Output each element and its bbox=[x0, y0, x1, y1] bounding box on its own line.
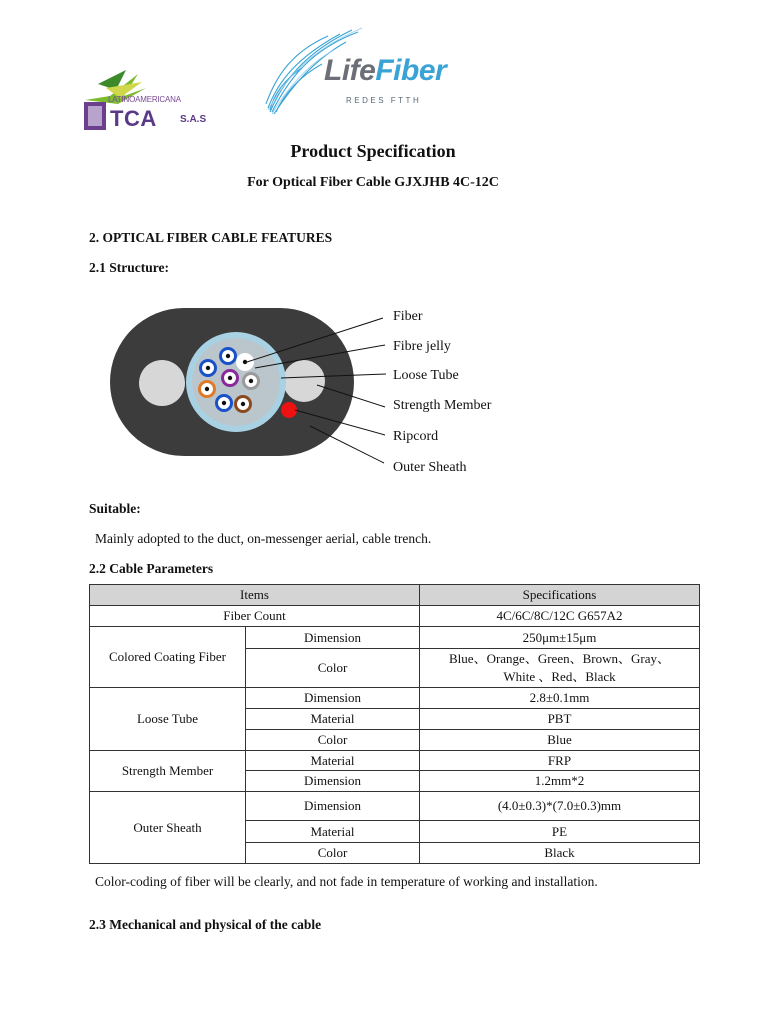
coating-color-line-1: Blue、Orange、Green、Brown、Gray、 bbox=[449, 651, 670, 666]
color-coding-note: Color-coding of fiber will be clearly, and not fade in temperature of working and installation. bbox=[95, 874, 598, 889]
strength-member-left bbox=[139, 360, 185, 406]
table-row bbox=[90, 792, 700, 821]
diagram-label-outer-sheath: Outer Sheath bbox=[393, 460, 467, 475]
table-cell-value: Black bbox=[420, 843, 700, 864]
table-header-items: Items bbox=[90, 585, 420, 606]
tca-logo bbox=[80, 68, 240, 134]
diagram-label-strength-member: Strength Member bbox=[393, 398, 492, 413]
table-header-specifications: Specifications bbox=[420, 585, 700, 606]
coating-color-line-2: White 、Red、Black bbox=[503, 669, 616, 684]
table-group-strength-member: Strength Member bbox=[90, 751, 246, 792]
diagram-label-ripcord: Ripcord bbox=[393, 429, 439, 444]
lifefiber-logo-tagline: REDES FTTH bbox=[346, 96, 422, 105]
table-cell-value: FRP bbox=[420, 751, 700, 771]
table-cell-label: Material bbox=[246, 821, 420, 843]
tca-logo-tagline: LATINOAMERICANA bbox=[108, 95, 181, 104]
table-cell-value: PBT bbox=[420, 709, 700, 730]
table-cell-label: Material bbox=[246, 751, 420, 771]
table-cell-label: Dimension bbox=[246, 627, 420, 649]
table-cell-label: Dimension bbox=[246, 792, 420, 821]
document-subtitle: For Optical Fiber Cable GJXJHB 4C-12C bbox=[247, 175, 499, 190]
ripcord-shape bbox=[281, 402, 297, 418]
table-cell-label: Fiber Count bbox=[90, 606, 420, 627]
structure-heading: 2.1 Structure: bbox=[89, 260, 169, 275]
table-cell-value: 2.8±0.1mm bbox=[420, 688, 700, 709]
suitable-text: Mainly adopted to the duct, on-messenger aerial, cable trench. bbox=[95, 531, 432, 546]
tca-logo-suffix: S.A.S bbox=[180, 114, 207, 125]
table-group-outer-sheath: Outer Sheath bbox=[90, 792, 246, 864]
cable-diagram-svg bbox=[105, 300, 525, 480]
table-cell-value: 1.2mm*2 bbox=[420, 771, 700, 792]
table-cell-value: PE bbox=[420, 821, 700, 843]
table-group-loose-tube: Loose Tube bbox=[90, 688, 246, 751]
table-row bbox=[90, 688, 700, 709]
lifefiber-logo-text bbox=[324, 54, 446, 88]
table-cell-value: 250μm±15μm bbox=[420, 627, 700, 649]
cable-parameters-heading: 2.2 Cable Parameters bbox=[89, 561, 214, 576]
table-row bbox=[90, 627, 700, 649]
lifefiber-logo-word-life: Life bbox=[324, 54, 376, 87]
table-cell-label: Color bbox=[246, 649, 420, 688]
table-cell-value: (4.0±0.3)*(7.0±0.3)mm bbox=[420, 792, 700, 821]
table-cell-value: Blue bbox=[420, 730, 700, 751]
table-cell-value bbox=[420, 649, 700, 688]
cable-cross-section-diagram bbox=[105, 300, 525, 480]
table-cell-label: Dimension bbox=[246, 771, 420, 792]
mechanical-heading: 2.3 Mechanical and physical of the cable bbox=[89, 917, 322, 932]
lifefiber-logo bbox=[262, 24, 462, 120]
cable-parameters-table bbox=[89, 584, 700, 864]
strength-member-right bbox=[283, 360, 325, 402]
table-cell-label: Dimension bbox=[246, 688, 420, 709]
document-title: Product Specification bbox=[290, 141, 456, 161]
diagram-label-loose-tube: Loose Tube bbox=[393, 368, 459, 383]
table-header-row bbox=[90, 585, 700, 606]
table-cell-label: Color bbox=[246, 843, 420, 864]
diagram-label-fibre-jelly: Fibre jelly bbox=[393, 339, 451, 354]
table-group-colored-coating-fiber: Colored Coating Fiber bbox=[90, 627, 246, 688]
table-row bbox=[90, 751, 700, 771]
suitable-heading: Suitable: bbox=[89, 501, 141, 516]
tca-logo-text: TCA bbox=[110, 106, 157, 131]
table-row bbox=[90, 606, 700, 627]
lifefiber-logo-word-fiber: Fiber bbox=[375, 54, 447, 87]
table-cell-label: Material bbox=[246, 709, 420, 730]
section-heading: 2. OPTICAL FIBER CABLE FEATURES bbox=[89, 230, 333, 245]
table-cell-label: Color bbox=[246, 730, 420, 751]
table-cell-value: 4C/6C/8C/12C G657A2 bbox=[420, 606, 700, 627]
diagram-label-fiber: Fiber bbox=[393, 309, 423, 324]
